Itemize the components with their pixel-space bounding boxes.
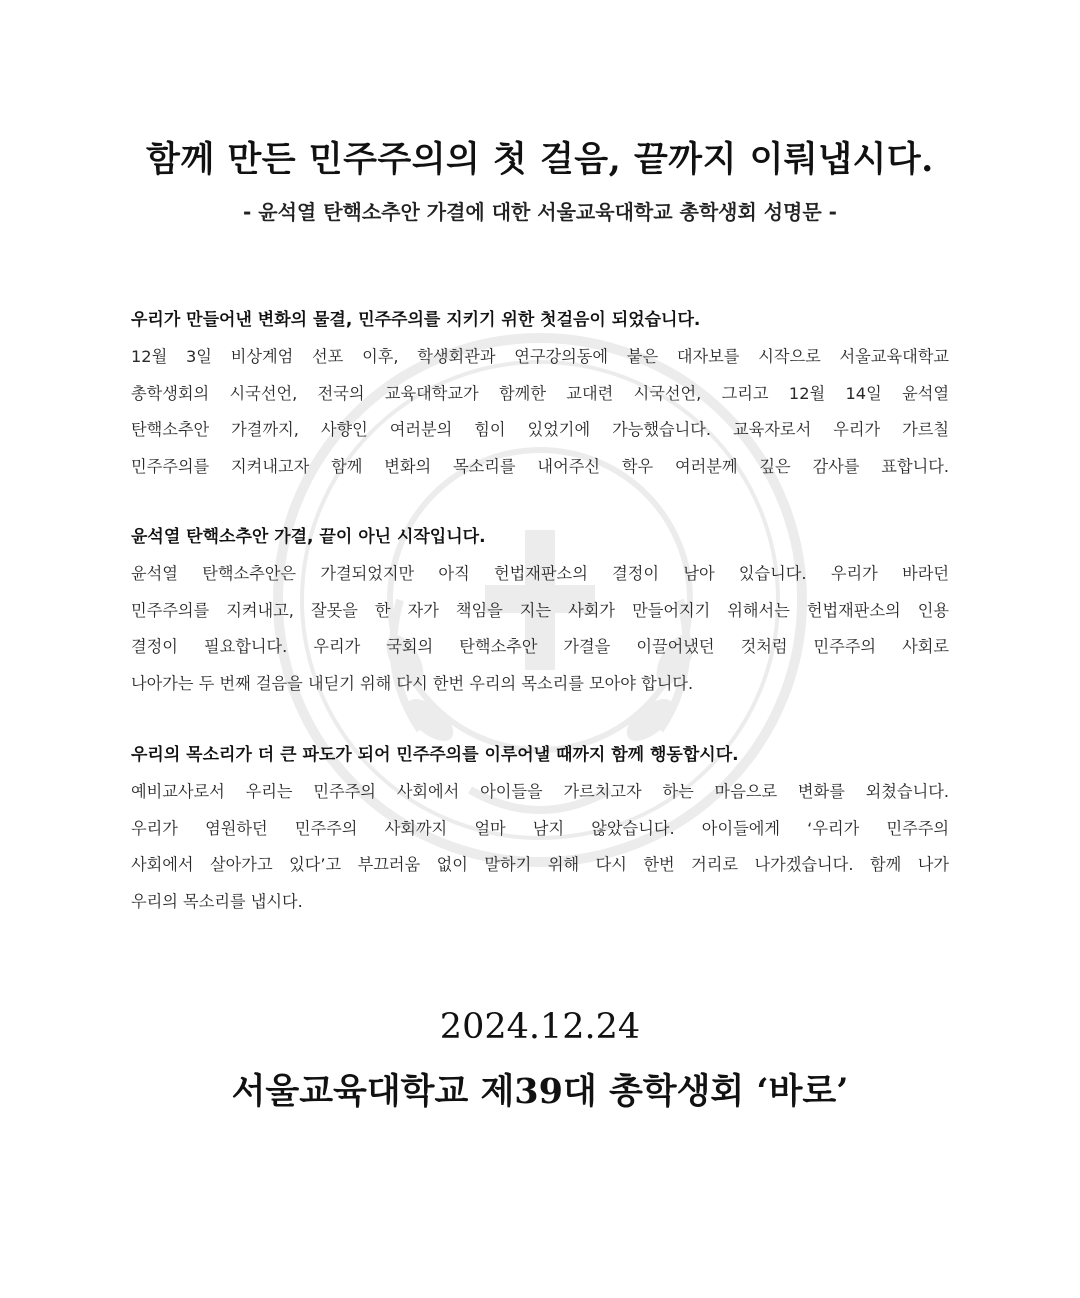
section-heading: 우리가 만들어낸 변화의 물결, 민주주의를 지키기 위한 첫걸음이 되었습니다.	[131, 310, 701, 330]
section-heading: 윤석열 탄핵소추안 가결, 끝이 아닌 시작입니다.	[131, 527, 486, 547]
statement-section	[131, 519, 949, 702]
body-line: 민주주의를 지켜내고자 함께 변화의 목소리를 내어주신 학우 여러분께 깊은 감사를 표합니다.	[131, 456, 949, 476]
body-line: 탄핵소추안 가결까지, 사향인 여러분의 힘이 있었기에 가능했습니다. 교육자로서 우리가 가르칠	[131, 420, 949, 439]
statement-title: 함께 만든 민주주의의 첫 걸음, 끝까지 이뤄냅시다.	[146, 139, 934, 180]
body-line: 우리가 염원하던 민주주의 사회까지 얼마 남지 않았습니다. 아이들에게 ‘우리가 민주주의	[131, 818, 949, 838]
section-body	[131, 774, 949, 920]
body-line: 12월 3일 비상계엄 선포 이후, 학생회관과 연구강의동에 붙은 대자보를 시작으로 서울교육대학교	[131, 347, 949, 366]
statement-subtitle: - 윤석열 탄핵소추안 가결에 대한 서울교육대학교 총학생회 성명문 -	[243, 200, 837, 224]
body-line: 나아가는 두 번째 걸음을 내딛기 위해 다시 한번 우리의 목소리를 모아야 합니다.	[131, 673, 694, 693]
statement-section	[131, 302, 949, 485]
body-line: 총학생회의 시국선언, 전국의 교육대학교가 함께한 교대련 시국선언, 그리고 12월 14일 윤석열	[131, 383, 949, 403]
section-body	[131, 556, 949, 702]
body-line: 결정이 필요합니다. 우리가 국회의 탄핵소추안 가결을 이끌어냈던 것처럼 민주주의 사회로	[131, 637, 949, 656]
body-line: 우리의 목소리를 냅시다.	[131, 891, 303, 911]
body-line: 사회에서 살아가고 있다’고 부끄러움 없이 말하기 위해 다시 한번 거리로 나가겠습니다. 함께 나가	[131, 855, 949, 874]
statement-section	[131, 737, 949, 920]
body-line: 민주주의를 지켜내고, 잘못을 한 자가 책임을 지는 사회가 만들어지기 위해서는 헌법재판소의 인용	[131, 600, 949, 620]
section-body	[131, 339, 949, 485]
body-line: 윤석열 탄핵소추안은 가결되었지만 아직 헌법재판소의 결정이 남아 있습니다. 우리가 바라던	[131, 564, 949, 583]
section-heading: 우리의 목소리가 더 큰 파도가 되어 민주주의를 이루어낼 때까지 함께 행동합시다.	[131, 745, 739, 765]
statement-signature: 서울교육대학교 제39대 총학생회 ‘바로’	[231, 1071, 849, 1112]
statement-date: 2024.12.24	[439, 1007, 641, 1047]
body-line: 예비교사로서 우리는 민주주의 사회에서 아이들을 가르치고자 하는 마음으로 변화를 외쳤습니다.	[131, 782, 949, 801]
